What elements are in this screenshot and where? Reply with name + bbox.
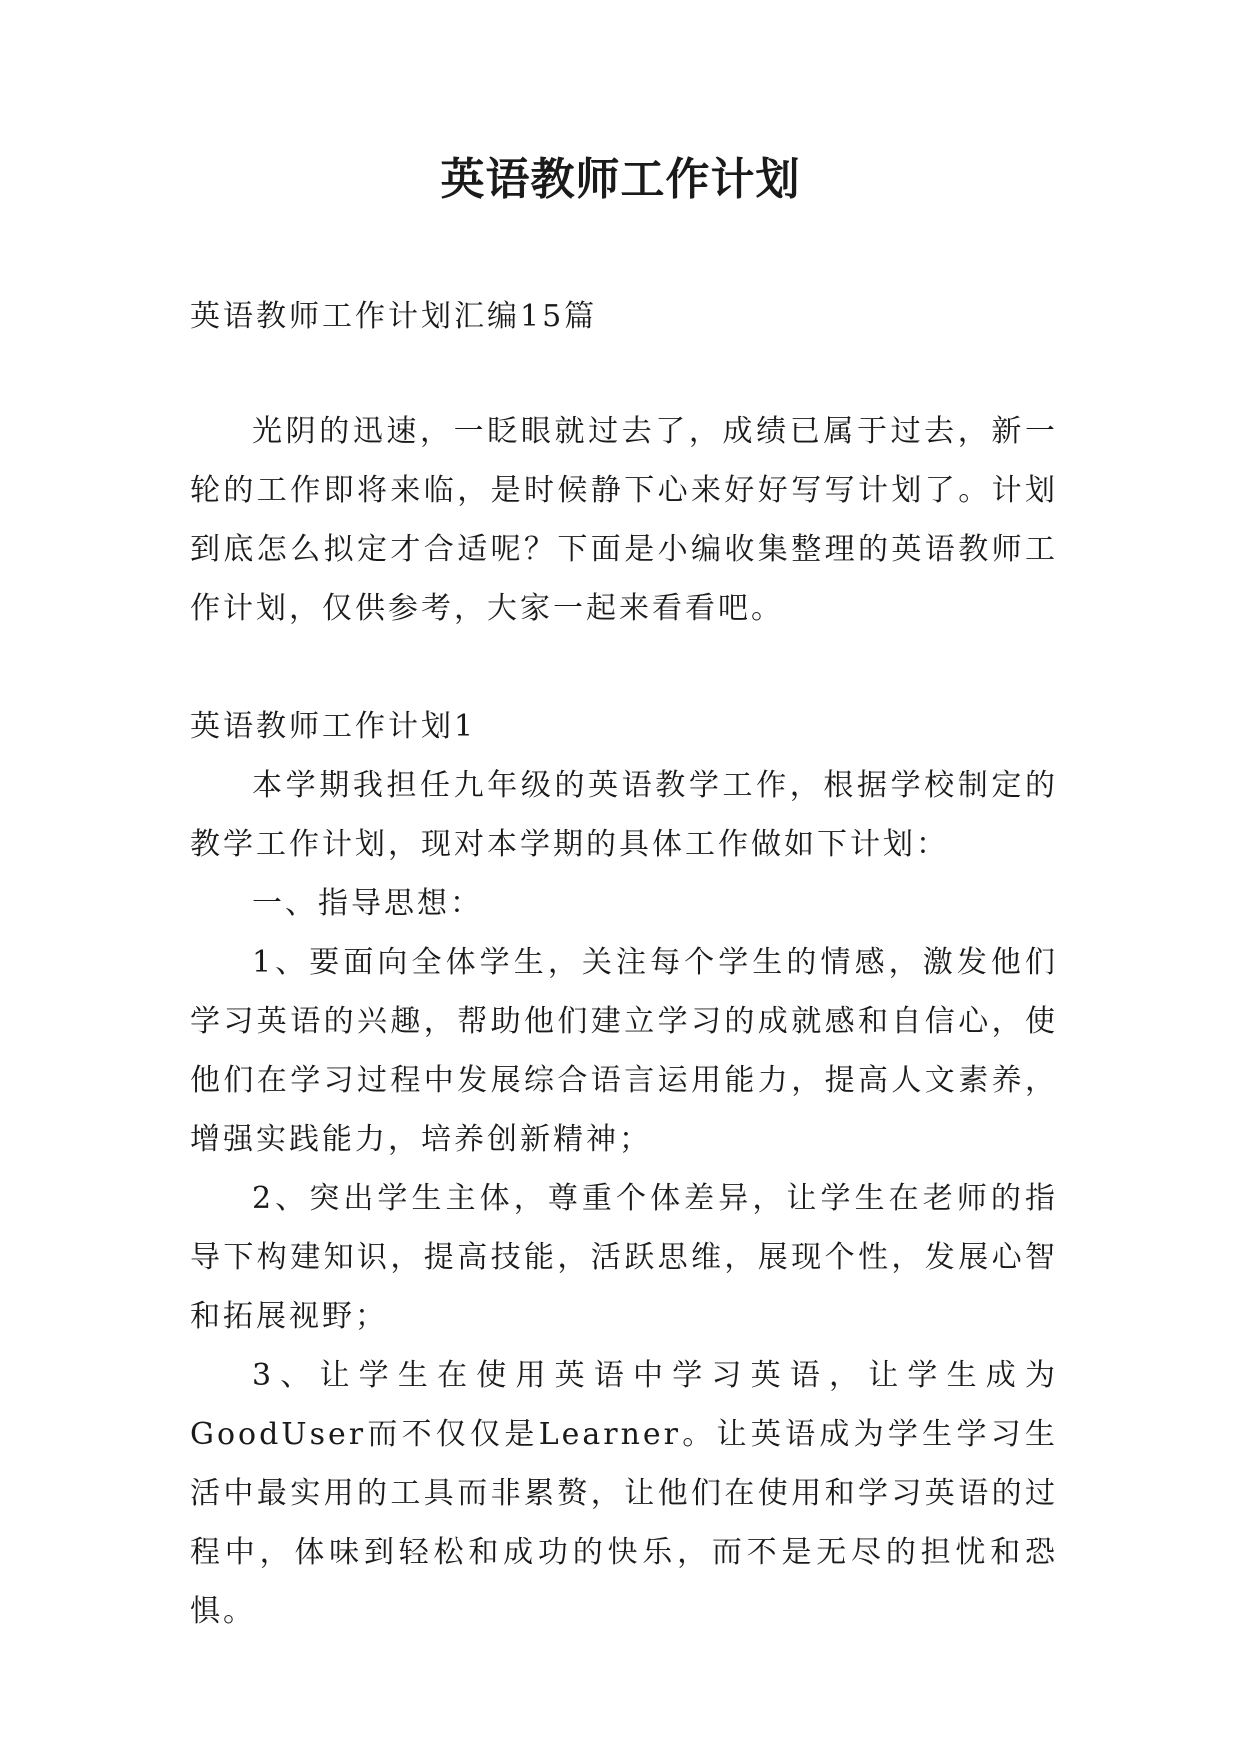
list-item: 1、要面向全体学生，关注每个学生的情感，激发他们学习英语的兴趣，帮助他们建立学习的成就感和自信心，使他们在学习过程中发展综合语言运用能力，提高人文素养，增强实践能力，培养创新精神； <box>190 945 1058 1157</box>
guiding-ideology-heading: 一、指导思想： <box>252 886 483 921</box>
body-paragraph: 本学期我担任九年级的英语教学工作，根据学校制定的教学工作计划，现对本学期的具体工作做如下计划： <box>190 768 1058 862</box>
list-item: 3、让学生在使用英语中学习英语，让学生成为GoodUser而不仅仅是Learner。让英语成为学生学习生活中最实用的工具而非累赘，让他们在使用和学习英语的过程中，体味到轻松和成功的快乐，而不是无尽的担忧和恐惧。 <box>190 1358 1058 1629</box>
list-item: 2、突出学生主体，尊重个体差异，让学生在老师的指导下构建知识，提高技能，活跃思维，展现个性，发展心智和拓展视野； <box>190 1181 1058 1334</box>
document-title: 英语教师工作计划 <box>440 154 801 205</box>
document-subtitle: 英语教师工作计划汇编15篇 <box>190 299 598 334</box>
section-heading: 英语教师工作计划1 <box>190 709 477 744</box>
intro-paragraph: 光阴的迅速，一眨眼就过去了，成绩已属于过去，新一轮的工作即将来临，是时候静下心来好好写写计划了。计划到底怎么拟定才合适呢？下面是小编收集整理的英语教师工作计划，仅供参考，大家一起来看看吧。 <box>190 414 1058 626</box>
